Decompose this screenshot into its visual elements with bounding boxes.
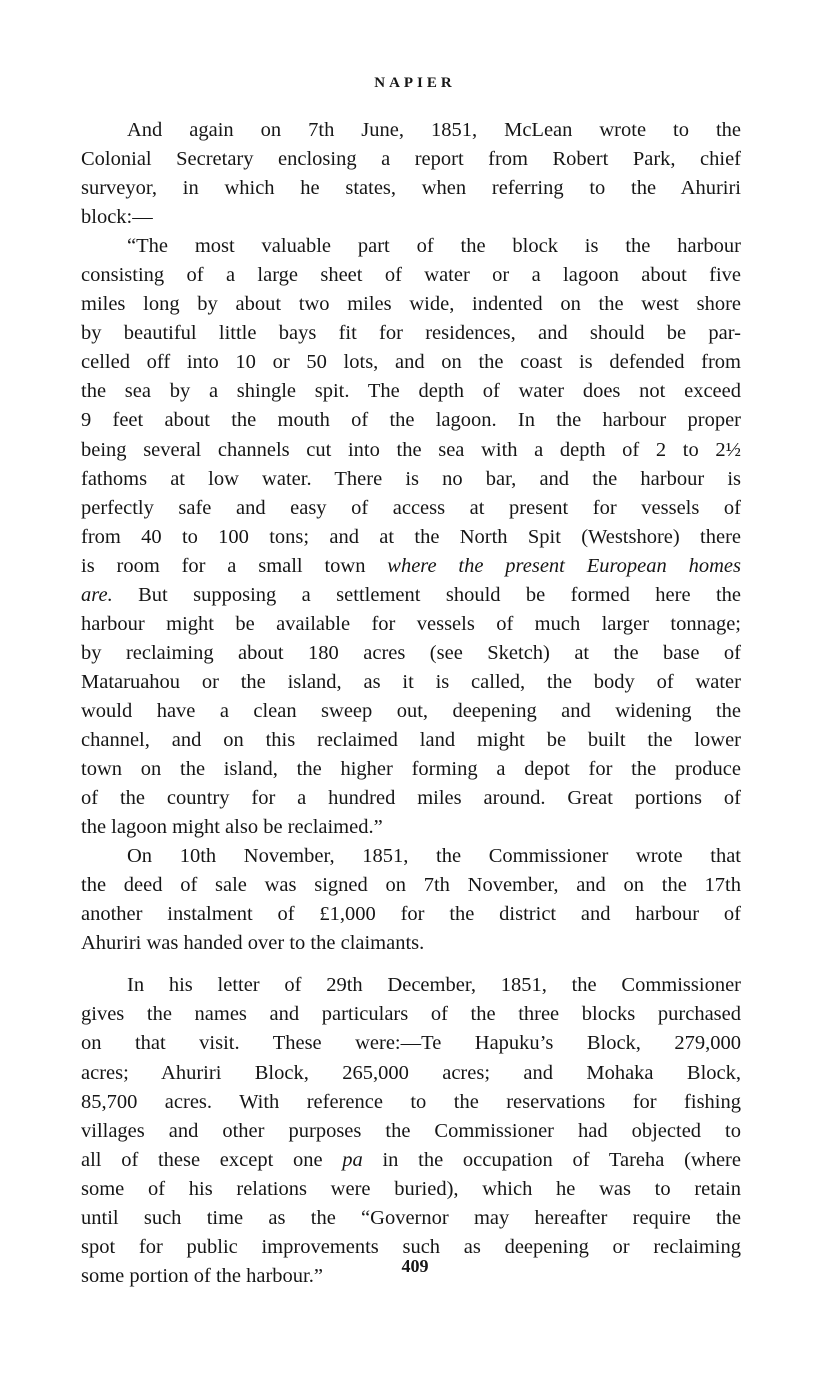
text-line: In his letter of 29th December, 1851, the Commissioner	[127, 974, 741, 997]
paragraph	[81, 842, 741, 958]
text-line	[81, 1146, 741, 1175]
text-line: block:—	[81, 206, 153, 229]
paragraph	[81, 971, 741, 1291]
text-line: of the country for a hundred miles around. Great portions of	[81, 787, 741, 810]
text-line: from 40 to 100 tons; and at the North Spit (Westshore) there	[81, 525, 741, 548]
text-segment: in the occupation of Tareha (where	[362, 1148, 741, 1171]
text-line: some portion of the harbour.”	[81, 1264, 323, 1287]
text-segment: is room for a small town	[81, 554, 388, 577]
text-line: Colonial Secretary enclosing a report from Robert Park, chief	[81, 148, 741, 171]
text-line	[81, 552, 741, 581]
italic-text: pa	[342, 1148, 363, 1171]
paragraph	[81, 116, 741, 232]
text-line: town on the island, the higher forming a depot for the produce	[81, 758, 741, 781]
page-number: 409	[401, 1256, 429, 1276]
text-line: And again on 7th June, 1851, McLean wrote to the	[127, 119, 741, 141]
text-line: by beautiful little bays fit for residences, and should be par-	[81, 322, 741, 345]
text-line: “The most valuable part of the block is the harbour	[127, 235, 741, 258]
text-line: 9 feet about the mouth of the lagoon. In the harbour proper	[81, 409, 741, 432]
text-line: fathoms at low water. There is no bar, and the harbour is	[81, 467, 741, 490]
text-line: Mataruahou or the island, as it is called, the body of water	[81, 670, 741, 693]
text-line	[81, 581, 741, 610]
paragraph	[81, 232, 741, 842]
text-line: being several channels cut into the sea with a depth of 2 to 2½	[81, 438, 741, 461]
text-line: the sea by a shingle spit. The depth of water does not exceed	[81, 380, 741, 403]
text-line: the deed of sale was signed on 7th November, and on the 17th	[81, 874, 741, 897]
text-line: channel, and on this reclaimed land might be built the lower	[81, 728, 741, 751]
text-line: gives the names and particulars of the three blocks purchased	[81, 1003, 741, 1026]
text-line: by reclaiming about 180 acres (see Sketch) at the base of	[81, 641, 741, 664]
text-line: miles long by about two miles wide, indented on the west shore	[81, 293, 741, 316]
text-line: would have a clean sweep out, deepening and widening the	[81, 699, 741, 722]
italic-text: where the present European homes	[387, 554, 741, 577]
text-line: on that visit. These were:—Te Hapuku’s Block, 279,000	[81, 1032, 741, 1055]
text-line: villages and other purposes the Commissioner had objected to	[81, 1119, 741, 1142]
text-segment: But supposing a settlement should be formed here the	[112, 583, 741, 606]
body-text	[81, 116, 741, 1291]
text-line: spot for public improvements such as deepening or reclaiming	[81, 1235, 741, 1258]
running-header: NAPIER	[374, 75, 456, 91]
text-line: 85,700 acres. With reference to the reservations for fishing	[81, 1090, 741, 1113]
text-line: another instalment of £1,000 for the district and harbour of	[81, 903, 741, 926]
text-line: perfectly safe and easy of access at present for vessels of	[81, 496, 741, 519]
text-line: harbour might be available for vessels of much larger tonnage;	[81, 612, 741, 635]
text-line: On 10th November, 1851, the Commissioner wrote that	[127, 845, 741, 868]
text-line: surveyor, in which he states, when referring to the Ahuriri	[81, 177, 741, 200]
text-segment: all of these except one	[81, 1148, 343, 1171]
text-line: acres; Ahuriri Block, 265,000 acres; and Mohaka Block,	[81, 1061, 741, 1084]
text-line: consisting of a large sheet of water or a lagoon about five	[81, 264, 741, 287]
text-line: until such time as the “Governor may hereafter require the	[81, 1206, 741, 1229]
text-line: celled off into 10 or 50 lots, and on the coast is defended from	[81, 351, 741, 374]
text-line: Ahuriri was handed over to the claimants.	[81, 932, 425, 955]
text-line: some of his relations were buried), which he was to retain	[81, 1177, 741, 1200]
paragraph-gap	[81, 958, 741, 971]
text-line: the lagoon might also be reclaimed.”	[81, 816, 383, 839]
italic-text: are.	[81, 583, 113, 606]
